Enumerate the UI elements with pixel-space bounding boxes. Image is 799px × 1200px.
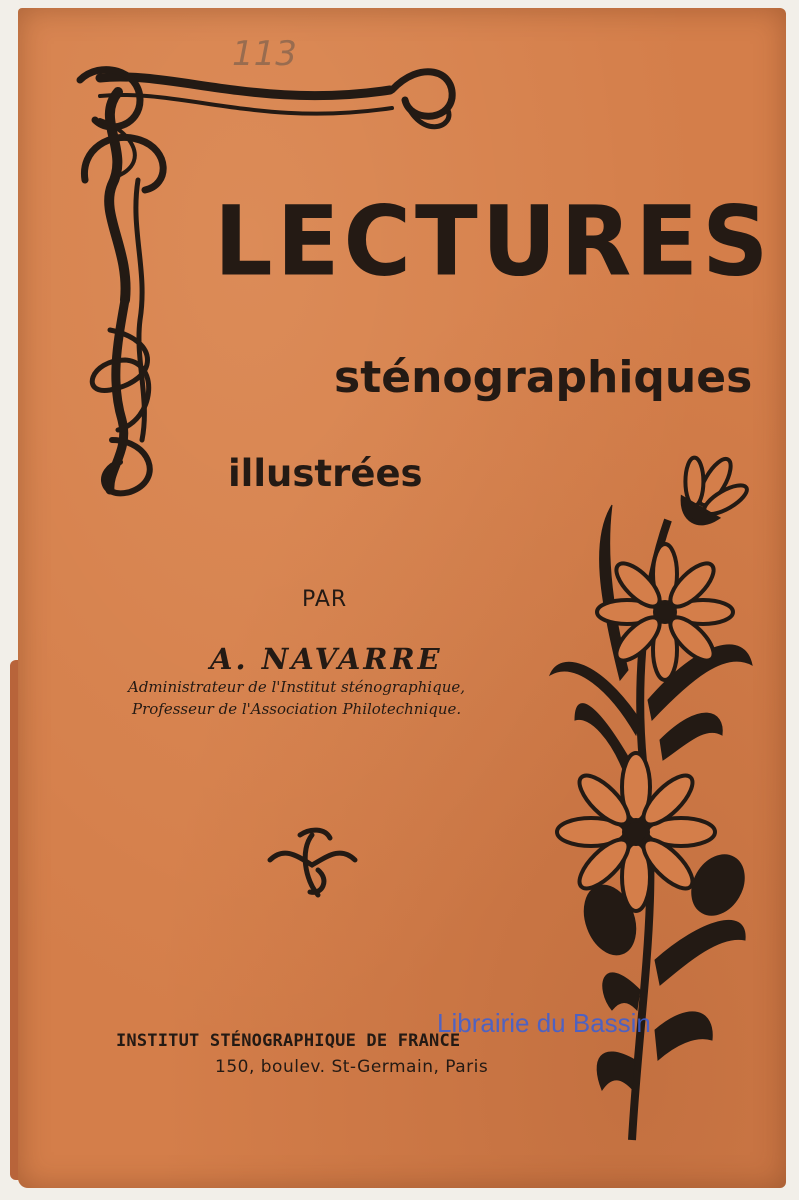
bookseller-watermark: Librairie du Bassin bbox=[437, 1008, 651, 1038]
handwritten-mark: 113 bbox=[232, 34, 297, 74]
book-title: LECTURES bbox=[214, 185, 773, 298]
publisher-address: 150, boulev. St-Germain, Paris bbox=[215, 1057, 489, 1077]
publisher-name: INSTITUT STÉNOGRAPHIQUE DE FRANCE bbox=[116, 1031, 461, 1051]
author-role-1: Administrateur de l'Institut sténographique, bbox=[128, 678, 465, 696]
book-subtitle-line2: illustrées bbox=[228, 452, 423, 495]
by-label: PAR bbox=[302, 587, 348, 612]
author-name: A. NAVARRE bbox=[210, 642, 443, 676]
author-role-2: Professeur de l'Association Philotechnique. bbox=[132, 700, 462, 718]
book-subtitle-line1: sténographiques bbox=[334, 352, 753, 403]
